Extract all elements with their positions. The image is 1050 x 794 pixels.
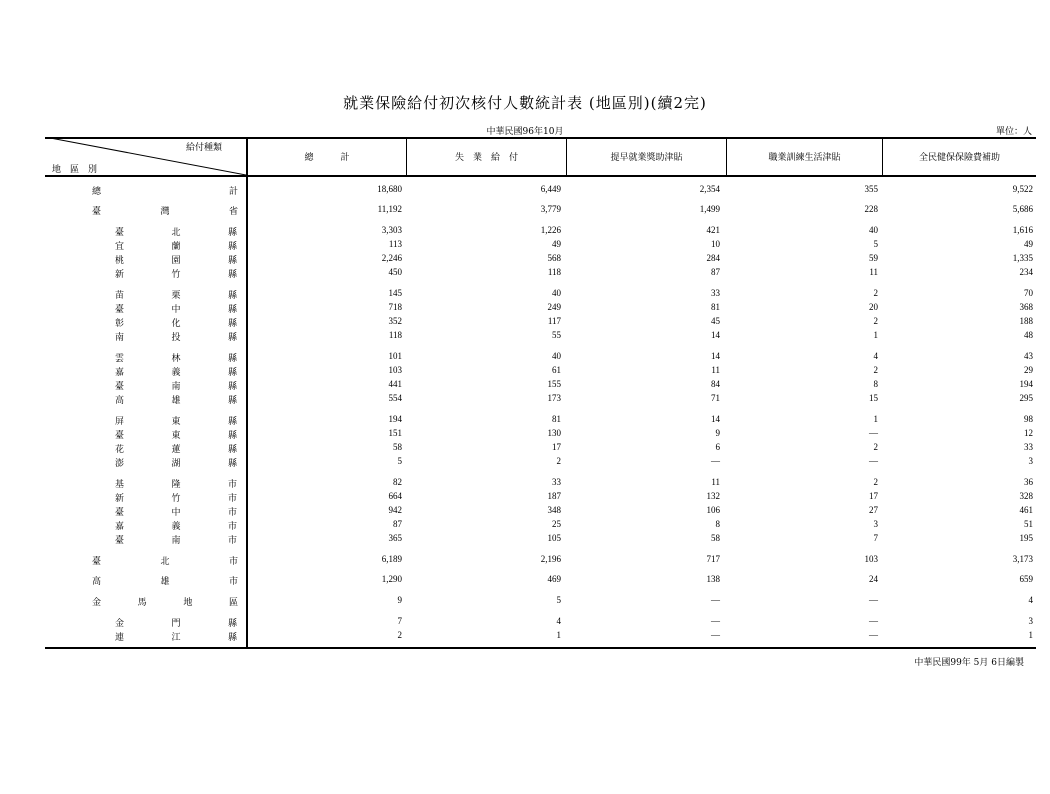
row-value-4: 355 bbox=[864, 184, 878, 194]
row-value-2: 17 bbox=[552, 442, 561, 452]
row-value-2: 2,196 bbox=[540, 554, 561, 564]
row-value-3: — bbox=[711, 616, 720, 626]
table-row bbox=[45, 239, 1036, 253]
row-value-4: 2 bbox=[873, 442, 878, 452]
row-value-2: 40 bbox=[552, 288, 561, 298]
row-value-3: 81 bbox=[711, 302, 720, 312]
row-area-name: 南 投 縣 bbox=[115, 333, 237, 343]
row-area-name: 臺 東 縣 bbox=[115, 431, 237, 441]
row-value-3: 2,354 bbox=[699, 184, 720, 194]
row-area-name: 金 門 縣 bbox=[115, 619, 237, 629]
row-value-3: 10 bbox=[711, 239, 720, 249]
row-value-4: 228 bbox=[864, 204, 878, 214]
row-value-2: 49 bbox=[552, 239, 561, 249]
table-row bbox=[45, 491, 1036, 505]
row-value-2: 187 bbox=[547, 491, 561, 501]
row-value-5: 98 bbox=[1024, 414, 1033, 424]
row-value-5: 1,616 bbox=[1012, 225, 1033, 235]
row-value-5: 328 bbox=[1019, 491, 1033, 501]
row-area-name: 連 江 縣 bbox=[115, 633, 237, 643]
row-area-name: 雲 林 縣 bbox=[115, 354, 237, 364]
row-value-4: — bbox=[869, 428, 878, 438]
row-area-name: 臺 中 縣 bbox=[115, 305, 237, 315]
row-value-2: 568 bbox=[547, 253, 561, 263]
table-row bbox=[45, 554, 1036, 568]
row-area-name: 臺 南 縣 bbox=[115, 382, 237, 392]
row-area-name: 高 雄 市 bbox=[92, 577, 238, 587]
row-value-4: 8 bbox=[873, 379, 878, 389]
table-row bbox=[45, 253, 1036, 267]
compiled-date: 中華民國99年 5月 6日編製 bbox=[914, 658, 1024, 668]
row-value-4: 20 bbox=[869, 302, 878, 312]
row-value-4: 103 bbox=[864, 554, 878, 564]
row-value-3: 6 bbox=[715, 442, 720, 452]
row-value-5: 33 bbox=[1024, 442, 1033, 452]
row-value-4: 1 bbox=[873, 330, 878, 340]
row-area-name: 總 計 bbox=[92, 187, 238, 197]
row-value-2: 155 bbox=[547, 379, 561, 389]
row-value-4: 2 bbox=[873, 316, 878, 326]
row-value-5: 194 bbox=[1019, 379, 1033, 389]
row-value-5: 295 bbox=[1019, 393, 1033, 403]
table-row bbox=[45, 302, 1036, 316]
row-value-2: 1,226 bbox=[540, 225, 561, 235]
table-row bbox=[45, 414, 1036, 428]
row-value-1: 113 bbox=[388, 239, 402, 249]
row-value-1: 145 bbox=[388, 288, 402, 298]
table-row bbox=[45, 533, 1036, 547]
row-value-4: 4 bbox=[873, 351, 878, 361]
row-value-3: 14 bbox=[711, 330, 720, 340]
unit-label: 單位：人 bbox=[995, 127, 1032, 137]
row-value-1: 101 bbox=[388, 351, 402, 361]
row-value-3: 33 bbox=[711, 288, 720, 298]
row-value-1: 718 bbox=[388, 302, 402, 312]
row-value-2: 3,779 bbox=[540, 204, 561, 214]
row-value-4: — bbox=[869, 630, 878, 640]
table-row bbox=[45, 428, 1036, 442]
row-value-3: 11 bbox=[711, 477, 720, 487]
table-row bbox=[45, 267, 1036, 281]
row-area-name: 花 蓮 縣 bbox=[115, 445, 237, 455]
row-value-4: 5 bbox=[873, 239, 878, 249]
row-value-4: 11 bbox=[869, 267, 878, 277]
row-value-2: 2 bbox=[556, 456, 561, 466]
row-value-1: 18,680 bbox=[377, 184, 402, 194]
row-area-name: 屏 東 縣 bbox=[115, 417, 237, 427]
row-value-1: 664 bbox=[388, 491, 402, 501]
row-value-3: 138 bbox=[706, 574, 720, 584]
row-value-5: 12 bbox=[1024, 428, 1033, 438]
report-period: 中華民國96年10月 bbox=[486, 127, 564, 137]
row-value-3: 9 bbox=[715, 428, 720, 438]
row-value-5: 49 bbox=[1024, 239, 1033, 249]
row-value-2: 1 bbox=[556, 630, 561, 640]
table-row bbox=[45, 456, 1036, 470]
row-value-2: 249 bbox=[547, 302, 561, 312]
row-value-5: 51 bbox=[1024, 519, 1033, 529]
row-area-name: 臺 北 縣 bbox=[115, 228, 237, 238]
row-value-1: 441 bbox=[388, 379, 402, 389]
table-row bbox=[45, 330, 1036, 344]
row-area-name: 新 竹 縣 bbox=[115, 270, 237, 280]
row-value-2: 40 bbox=[552, 351, 561, 361]
row-value-3: 421 bbox=[706, 225, 720, 235]
row-value-4: 15 bbox=[869, 393, 878, 403]
row-value-1: 1,290 bbox=[381, 574, 402, 584]
column-header-total: 總 計 bbox=[304, 153, 350, 163]
row-value-5: 5,686 bbox=[1012, 204, 1033, 214]
row-value-3: 45 bbox=[711, 316, 720, 326]
row-value-1: 11,192 bbox=[377, 204, 402, 214]
row-value-5: 9,522 bbox=[1012, 184, 1033, 194]
row-value-1: 82 bbox=[393, 477, 402, 487]
row-value-1: 118 bbox=[388, 330, 402, 340]
row-value-5: 4 bbox=[1028, 595, 1033, 605]
table-row bbox=[45, 365, 1036, 379]
row-value-1: 3,303 bbox=[381, 225, 402, 235]
row-value-2: 173 bbox=[547, 393, 561, 403]
table-row bbox=[45, 630, 1036, 644]
table-row bbox=[45, 595, 1036, 609]
row-value-4: 3 bbox=[873, 519, 878, 529]
row-value-4: — bbox=[869, 595, 878, 605]
row-value-1: 5 bbox=[397, 456, 402, 466]
row-value-5: 43 bbox=[1024, 351, 1033, 361]
row-value-3: — bbox=[711, 595, 720, 605]
row-value-3: — bbox=[711, 456, 720, 466]
row-area-name: 桃 園 縣 bbox=[115, 256, 237, 266]
row-value-4: 27 bbox=[869, 505, 878, 515]
row-value-1: 7 bbox=[397, 616, 402, 626]
table-row bbox=[45, 351, 1036, 365]
row-area-name: 嘉 義 市 bbox=[115, 522, 237, 532]
row-value-5: 3 bbox=[1028, 616, 1033, 626]
table-row bbox=[45, 393, 1036, 407]
row-area-name: 臺 灣 省 bbox=[92, 207, 238, 217]
row-value-4: 17 bbox=[869, 491, 878, 501]
row-value-5: 234 bbox=[1019, 267, 1033, 277]
row-value-3: 717 bbox=[706, 554, 720, 564]
row-value-3: 284 bbox=[706, 253, 720, 263]
row-value-4: 7 bbox=[873, 533, 878, 543]
row-area-name: 金 馬 地 區 bbox=[92, 598, 238, 608]
row-value-3: 14 bbox=[711, 414, 720, 424]
row-value-1: 942 bbox=[388, 505, 402, 515]
row-value-1: 87 bbox=[393, 519, 402, 529]
table-row bbox=[45, 574, 1036, 588]
table-row bbox=[45, 379, 1036, 393]
page-title: 就業保險給付初次核付人數統計表 (地區別)(續2完) bbox=[343, 94, 707, 112]
row-area-name: 臺 北 市 bbox=[92, 557, 238, 567]
row-value-2: 4 bbox=[556, 616, 561, 626]
row-value-1: 352 bbox=[388, 316, 402, 326]
row-area-name: 澎 湖 縣 bbox=[115, 459, 237, 469]
row-value-3: 1,499 bbox=[699, 204, 720, 214]
table-bottom-rule bbox=[45, 647, 1036, 649]
header-area-label: 地區別 bbox=[52, 165, 107, 175]
row-value-5: 461 bbox=[1019, 505, 1033, 515]
row-value-3: 84 bbox=[711, 379, 720, 389]
row-value-2: 33 bbox=[552, 477, 561, 487]
row-area-name: 苗 栗 縣 bbox=[115, 291, 237, 301]
row-value-2: 348 bbox=[547, 505, 561, 515]
column-header-training-allowance: 職業訓練生活津貼 bbox=[768, 153, 841, 163]
row-value-1: 2 bbox=[397, 630, 402, 640]
table-row bbox=[45, 316, 1036, 330]
row-value-5: 3 bbox=[1028, 456, 1033, 466]
row-value-2: 25 bbox=[552, 519, 561, 529]
table-row bbox=[45, 442, 1036, 456]
row-area-name: 彰 化 縣 bbox=[115, 319, 237, 329]
row-value-5: 1,335 bbox=[1012, 253, 1033, 263]
row-value-2: 117 bbox=[547, 316, 561, 326]
row-value-3: — bbox=[711, 630, 720, 640]
row-value-5: 3,173 bbox=[1012, 554, 1033, 564]
row-value-1: 450 bbox=[388, 267, 402, 277]
row-value-4: 59 bbox=[869, 253, 878, 263]
row-value-2: 105 bbox=[547, 533, 561, 543]
row-value-4: 40 bbox=[869, 225, 878, 235]
row-value-4: 2 bbox=[873, 365, 878, 375]
row-value-5: 48 bbox=[1024, 330, 1033, 340]
column-header-unemployment-benefit: 失 業 給 付 bbox=[454, 153, 518, 163]
row-value-1: 194 bbox=[388, 414, 402, 424]
row-value-3: 106 bbox=[706, 505, 720, 515]
table-row bbox=[45, 204, 1036, 218]
table-row bbox=[45, 477, 1036, 491]
row-value-2: 130 bbox=[547, 428, 561, 438]
row-value-2: 6,449 bbox=[540, 184, 561, 194]
row-area-name: 臺 南 市 bbox=[115, 536, 237, 546]
row-area-name: 基 隆 市 bbox=[115, 480, 237, 490]
column-header-early-reemployment: 提早就業獎助津貼 bbox=[610, 153, 683, 163]
row-value-5: 368 bbox=[1019, 302, 1033, 312]
row-value-5: 70 bbox=[1024, 288, 1033, 298]
row-value-3: 87 bbox=[711, 267, 720, 277]
row-area-name: 宜 蘭 縣 bbox=[115, 242, 237, 252]
row-value-1: 365 bbox=[388, 533, 402, 543]
row-value-1: 151 bbox=[388, 428, 402, 438]
row-value-5: 659 bbox=[1019, 574, 1033, 584]
row-area-name: 高 雄 縣 bbox=[115, 396, 237, 406]
row-area-name: 嘉 義 縣 bbox=[115, 368, 237, 378]
table-row bbox=[45, 616, 1036, 630]
row-value-5: 1 bbox=[1028, 630, 1033, 640]
row-value-2: 118 bbox=[547, 267, 561, 277]
row-value-3: 14 bbox=[711, 351, 720, 361]
row-value-3: 71 bbox=[711, 393, 720, 403]
row-value-5: 188 bbox=[1019, 316, 1033, 326]
row-value-4: 1 bbox=[873, 414, 878, 424]
row-value-5: 195 bbox=[1019, 533, 1033, 543]
row-value-3: 11 bbox=[711, 365, 720, 375]
row-value-3: 8 bbox=[715, 519, 720, 529]
table-row bbox=[45, 225, 1036, 239]
row-value-4: 24 bbox=[869, 574, 878, 584]
row-area-name: 新 竹 市 bbox=[115, 494, 237, 504]
row-value-1: 2,246 bbox=[381, 253, 402, 263]
row-value-4: — bbox=[869, 456, 878, 466]
row-value-3: 58 bbox=[711, 533, 720, 543]
row-value-2: 81 bbox=[552, 414, 561, 424]
row-value-4: 2 bbox=[873, 288, 878, 298]
row-value-5: 36 bbox=[1024, 477, 1033, 487]
row-value-1: 58 bbox=[393, 442, 402, 452]
table-row bbox=[45, 505, 1036, 519]
row-value-1: 554 bbox=[388, 393, 402, 403]
row-value-2: 469 bbox=[547, 574, 561, 584]
row-value-1: 103 bbox=[388, 365, 402, 375]
row-value-2: 61 bbox=[552, 365, 561, 375]
table-row bbox=[45, 519, 1036, 533]
table-row bbox=[45, 288, 1036, 302]
column-header-health-insurance: 全民健保保險費補助 bbox=[918, 153, 1000, 163]
row-value-1: 9 bbox=[397, 595, 402, 605]
row-value-2: 5 bbox=[556, 595, 561, 605]
row-value-4: 2 bbox=[873, 477, 878, 487]
header-kind-label: 給付種類 bbox=[186, 143, 223, 153]
row-area-name: 臺 中 市 bbox=[115, 508, 237, 518]
row-value-1: 6,189 bbox=[381, 554, 402, 564]
table-row bbox=[45, 184, 1036, 198]
row-value-5: 29 bbox=[1024, 365, 1033, 375]
row-value-3: 132 bbox=[706, 491, 720, 501]
row-value-2: 55 bbox=[552, 330, 561, 340]
row-value-4: — bbox=[869, 616, 878, 626]
